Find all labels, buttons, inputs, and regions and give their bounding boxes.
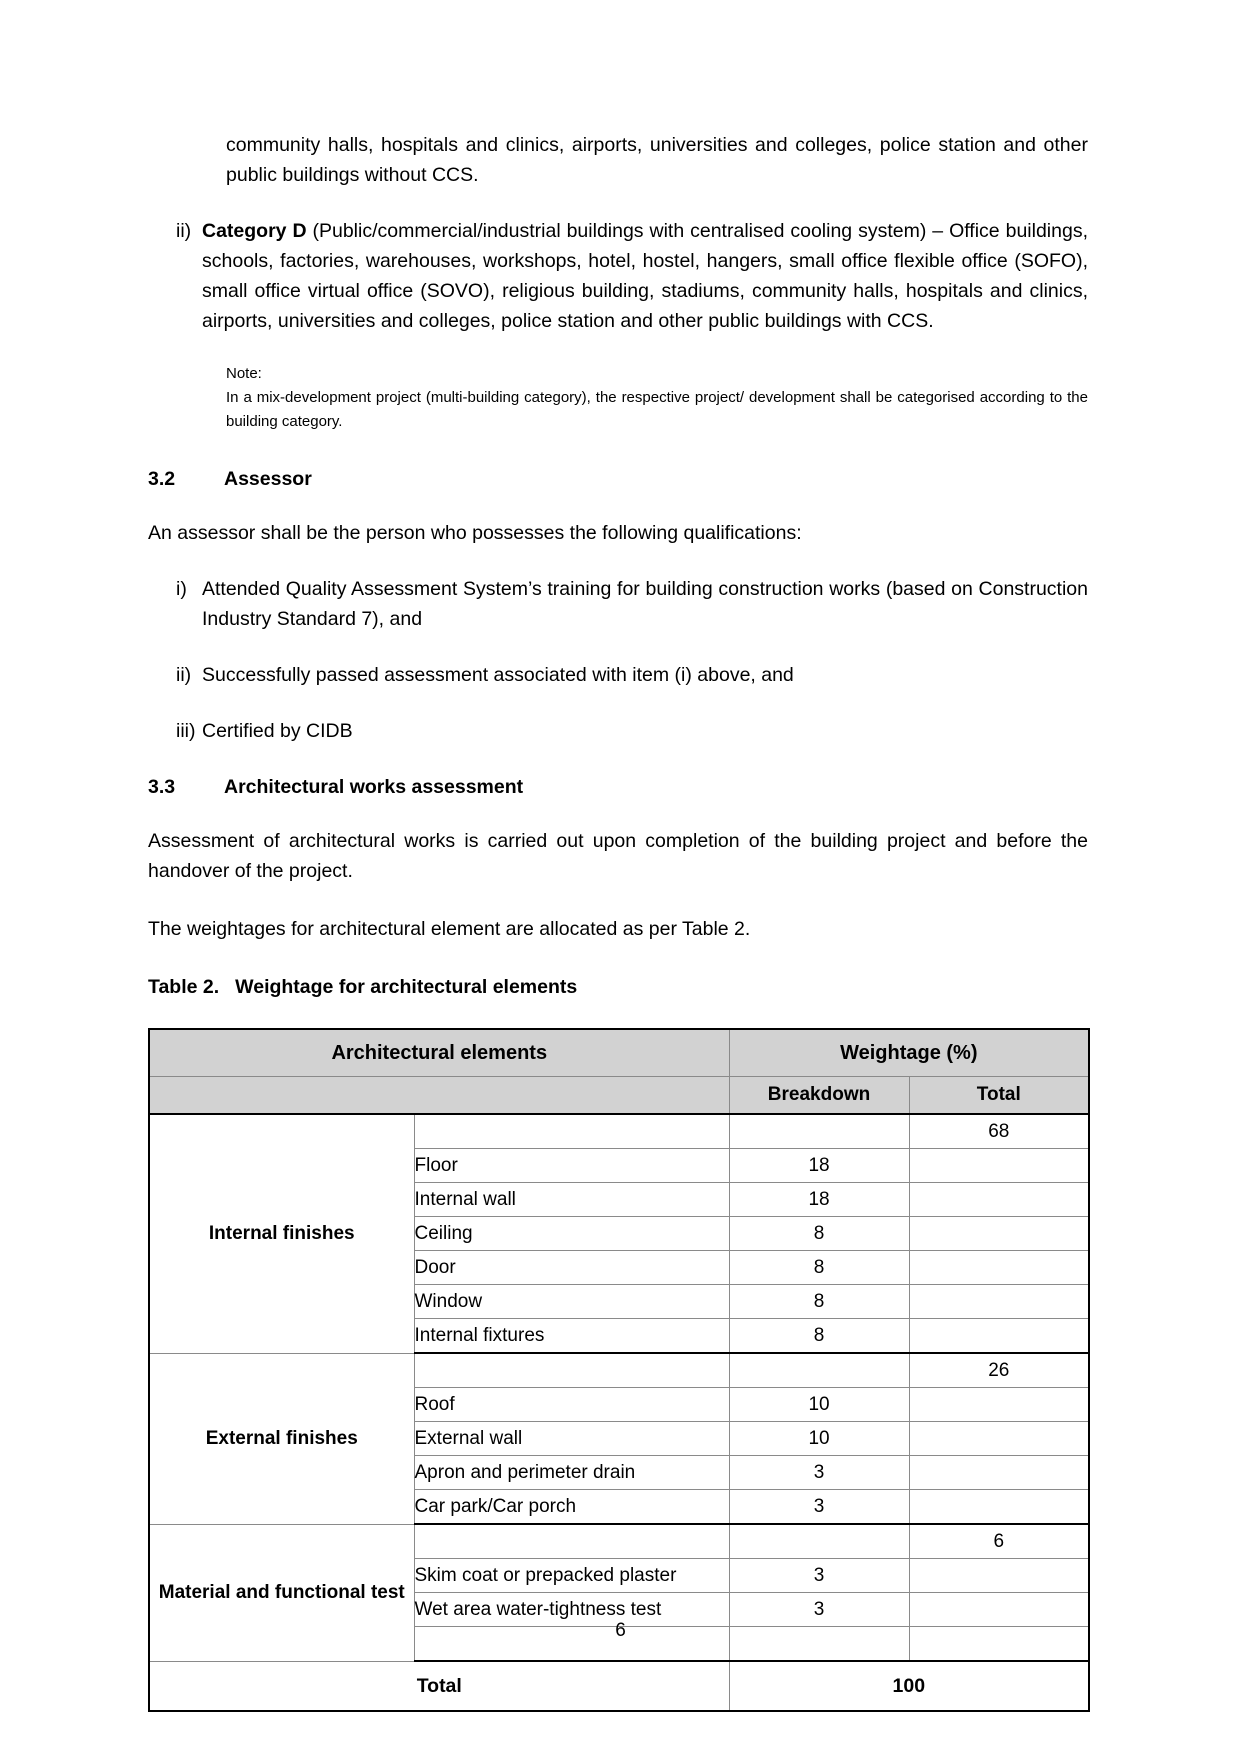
group-item-blank (414, 1524, 729, 1559)
category-d-body (202, 216, 1088, 336)
section-title-3-3: Architectural works assessment (224, 776, 524, 798)
list-item-assessor-ii (148, 660, 1088, 690)
breakdown-internal-wall: 18 (729, 1183, 909, 1217)
architectural-para-2: The weightages for architectural element are allocated as per Table 2. (148, 918, 751, 940)
item-internal-wall: Internal wall (414, 1183, 729, 1217)
table-caption-text: Weightage for architectural elements (235, 976, 578, 998)
list-marker-i: i) (176, 578, 187, 600)
group-total-material-and-functional-test: 6 (909, 1524, 1089, 1559)
total-empty (909, 1388, 1089, 1422)
table-row (149, 1114, 1089, 1149)
group-breakdown-blank (729, 1114, 909, 1149)
breakdown-window: 8 (729, 1285, 909, 1319)
group-item-blank (414, 1353, 729, 1388)
table-row (149, 1353, 1089, 1388)
section-number-3-2: 3.2 (148, 468, 176, 490)
note-label: Note: (226, 365, 262, 382)
assessor-item-i-text: Attended Quality Assessment System’s training for building construction works (based on Construction Industry Standard 7), and (202, 578, 1088, 630)
header-total: Total (909, 1077, 1089, 1115)
item-roof: Roof (414, 1388, 729, 1422)
group-total-internal-finishes: 68 (909, 1114, 1089, 1149)
weightage-table (148, 1028, 1090, 1712)
group-name-external-finishes: External finishes (149, 1353, 414, 1524)
breakdown-external-wall: 10 (729, 1422, 909, 1456)
list-marker-ii: ii) (176, 220, 192, 242)
group-name-material-and-functional-test: Material and functional test (149, 1524, 414, 1661)
header-breakdown: Breakdown (729, 1077, 909, 1115)
category-d-label: Category D (202, 220, 307, 242)
page-content (148, 130, 1088, 1712)
table-caption-label: Table 2. (148, 976, 220, 998)
header-elements-spacer (149, 1077, 729, 1115)
total-empty (909, 1149, 1089, 1183)
list-item-assessor-iii (148, 716, 1088, 746)
table-caption (148, 972, 1088, 1002)
group-name-internal-finishes: Internal finishes (149, 1114, 414, 1353)
item-wet-area-water-tightness-test: Wet area water-tightness test (414, 1593, 729, 1627)
assessor-item-ii-text: Successfully passed assessment associated with item (i) above, and (202, 664, 794, 686)
section-number-3-3: 3.3 (148, 776, 176, 798)
breakdown-roof: 10 (729, 1388, 909, 1422)
group-total-external-finishes: 26 (909, 1353, 1089, 1388)
total-empty (909, 1422, 1089, 1456)
item-window: Window (414, 1285, 729, 1319)
table-header-row-1 (149, 1029, 1089, 1077)
breakdown-internal-fixtures: 8 (729, 1319, 909, 1354)
section-heading-3-3 (148, 772, 1088, 802)
list-item-assessor-i (148, 574, 1088, 634)
breakdown-door: 8 (729, 1251, 909, 1285)
total-empty (909, 1319, 1089, 1354)
total-empty (909, 1490, 1089, 1525)
table-total-row (149, 1661, 1089, 1711)
table-row (149, 1524, 1089, 1559)
group-breakdown-blank (729, 1524, 909, 1559)
breakdown-apron-and-perimeter-drain: 3 (729, 1456, 909, 1490)
list-item-category-d (148, 216, 1088, 336)
item-apron-and-perimeter-drain: Apron and perimeter drain (414, 1456, 729, 1490)
header-weightage: Weightage (%) (729, 1029, 1089, 1077)
footer-total-label: Total (149, 1661, 729, 1711)
breakdown-skim-coat-or-prepacked-plaster: 3 (729, 1559, 909, 1593)
table-header-row-2 (149, 1077, 1089, 1115)
category-d-description: (Public/commercial/industrial buildings with centralised cooling system) – Office buildings, schools, factories, warehouses, workshops, hotel, hostel, hangers, small office flexible office (SOFO), small office virtual office (SOVO), religious building, stadiums, community halls, hospitals and clinics, airports, universities and colleges, police station and other public buildings with CCS. (202, 220, 1088, 332)
group-breakdown-blank (729, 1353, 909, 1388)
total-empty (909, 1251, 1089, 1285)
assessor-intro-text: An assessor shall be the person who possesses the following qualifications: (148, 522, 802, 544)
architectural-para-1: Assessment of architectural works is carried out upon completion of the building project and before the handover of the project. (148, 830, 1088, 882)
section-heading-3-2 (148, 464, 1088, 494)
total-empty (909, 1559, 1089, 1593)
total-empty (909, 1217, 1089, 1251)
list-marker-ii-assessor: ii) (176, 664, 192, 686)
item-floor: Floor (414, 1149, 729, 1183)
category-c-continuation (226, 130, 1088, 190)
total-empty (909, 1183, 1089, 1217)
list-marker-iii: iii) (176, 720, 196, 742)
item-ceiling: Ceiling (414, 1217, 729, 1251)
breakdown-car-park-car-porch: 3 (729, 1490, 909, 1525)
item-external-wall: External wall (414, 1422, 729, 1456)
category-c-tail-text: community halls, hospitals and clinics, airports, universities and colleges, police station and other public buildings without CCS. (226, 134, 1088, 186)
item-door: Door (414, 1251, 729, 1285)
assessor-item-iii-text: Certified by CIDB (202, 720, 353, 742)
header-architectural-elements: Architectural elements (149, 1029, 729, 1077)
group-item-blank (414, 1114, 729, 1149)
section-title-3-2: Assessor (224, 468, 312, 490)
note-body: In a mix-development project (multi-building category), the respective project/ development shall be categorised according to the building category. (226, 389, 1088, 430)
total-empty (909, 1285, 1089, 1319)
note-block (226, 362, 1088, 434)
breakdown-floor: 18 (729, 1149, 909, 1183)
breakdown-ceiling: 8 (729, 1217, 909, 1251)
page-number: 6 (615, 1620, 626, 1641)
breakdown-wet-area-water-tightness-test: 3 (729, 1593, 909, 1627)
item-car-park-car-porch: Car park/Car porch (414, 1490, 729, 1525)
item-skim-coat-or-prepacked-plaster: Skim coat or prepacked plaster (414, 1559, 729, 1593)
item-internal-fixtures: Internal fixtures (414, 1319, 729, 1354)
footer-total-value: 100 (729, 1661, 1089, 1711)
total-empty (909, 1456, 1089, 1490)
